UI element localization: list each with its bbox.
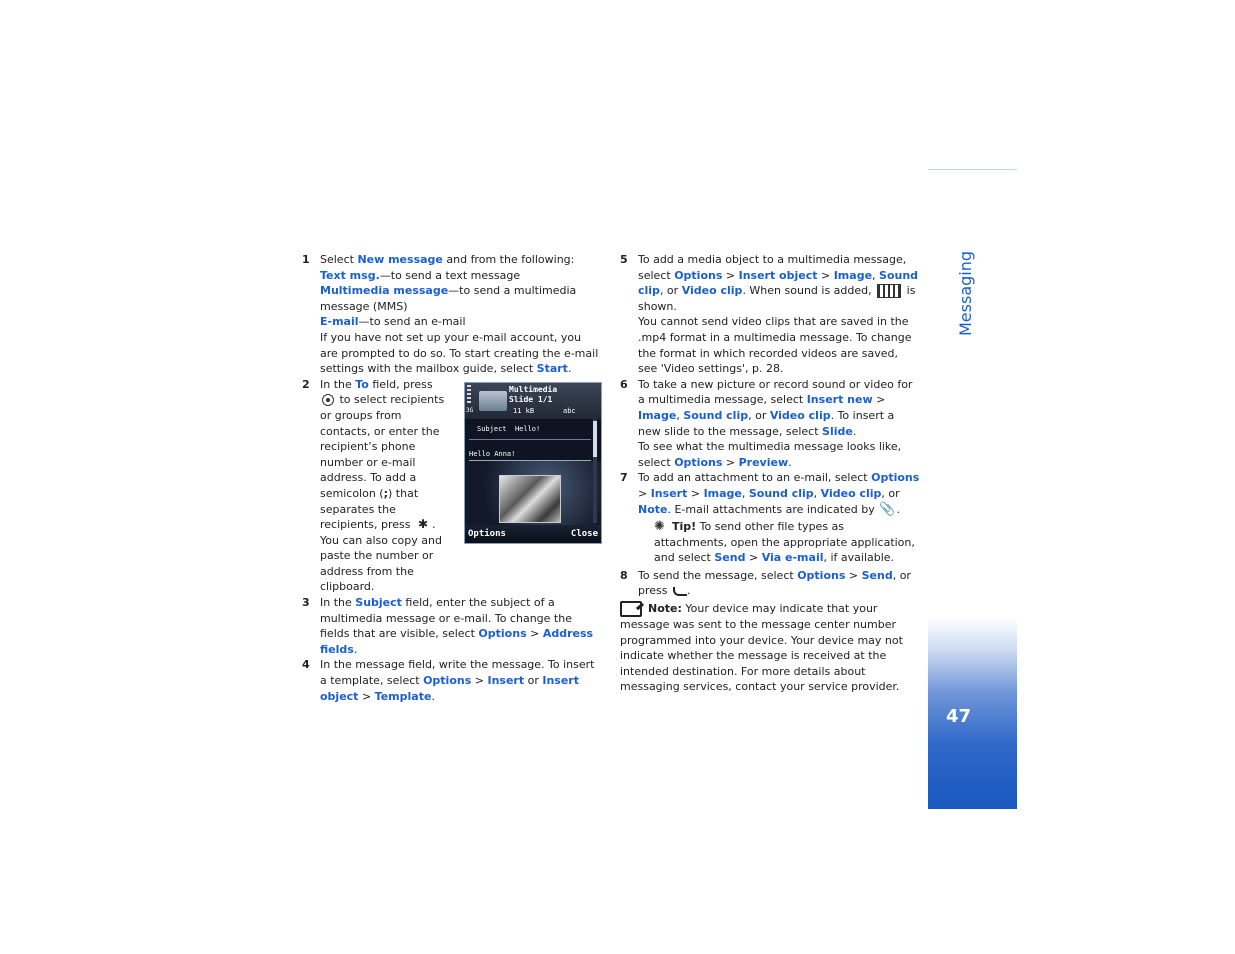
step-number: 3	[302, 596, 310, 610]
step-4: 4 In the message field, write the message. To insert a template, select Options > Insert or Insert object > Template.	[302, 658, 595, 703]
menu-term: Send	[714, 551, 746, 565]
menu-term: Via e-mail	[761, 551, 824, 565]
phone-subject: Subject Hello!	[477, 425, 541, 433]
menu-term: Video clip	[820, 486, 882, 500]
phone-screenshot	[464, 382, 602, 544]
menu-term: Address fields	[320, 627, 594, 656]
signal-bars-icon	[467, 385, 471, 405]
menu-term: Subject	[355, 596, 402, 610]
menu-term: To	[355, 377, 369, 391]
menu-term: Send	[861, 568, 893, 582]
menu-term: Options	[423, 674, 472, 688]
menu-term: Insert	[650, 486, 688, 500]
joystick-press-icon	[322, 394, 334, 406]
step-7: 7 To add an attachment to an e-mail, select Options > Insert > Image, Sound clip, Video clip, or Note. E-mail attachments are indicated by 📎. ✺ Tip! To send other file types as attachments, open the appropriate application, and select Send > Via e-mail, if available.	[620, 471, 920, 565]
menu-term: Template	[374, 689, 432, 703]
menu-term: Image	[638, 408, 677, 422]
menu-term: Multimedia message	[320, 284, 449, 298]
menu-term: Video clip	[769, 408, 831, 422]
sidebar-top-rule	[928, 169, 1017, 170]
menu-term: Insert new	[806, 393, 873, 407]
note-icon	[620, 601, 642, 617]
close-softkey: Close	[570, 529, 598, 539]
right-column	[620, 252, 920, 695]
network-indicator: 3G	[466, 407, 474, 414]
step-2: 2 In the To field, press to select recipients or groups from contacts, or enter the recipient’s phone number or e-mail address. To add a semicolon (;) that separates the recipients, press ✱ . You can also copy and paste the number or address from the clipboard.	[302, 377, 445, 594]
step-1: 1 Select New message and from the following: Text msg.—to send a text message Multimedia message—to send a multimedia message (MMS) E-mail—to send an e-mail If you have not set up your e-mail account, you are prompted to do so. To start creating the e-mail settings with the mailbox guide, select Start.	[302, 253, 599, 376]
step-number: 1	[302, 253, 310, 266]
menu-term: Options	[674, 268, 723, 282]
phone-scroll-thumb	[593, 421, 597, 457]
step-number: 4	[302, 658, 310, 672]
phone-body: Hello Anna!	[469, 450, 516, 458]
step-number: 7	[620, 471, 628, 485]
section-label: Messaging	[956, 250, 975, 336]
menu-term: Image	[833, 268, 873, 282]
menu-term: Video clip	[681, 284, 743, 298]
menu-term: Options	[871, 471, 920, 485]
step-3: 3 In the Subject field, enter the subject of a multimedia message or e-mail. To change the fields that are visible, select Options > Address fields.	[302, 596, 594, 656]
phone-title: Multimedia	[509, 385, 558, 394]
tip: ✺ Tip! To send other file types as attachments, open the appropriate application, and select Send > Via e-mail, if available.	[654, 519, 915, 565]
step-number: 6	[620, 377, 628, 391]
menu-term: Sound clip	[638, 268, 919, 298]
menu-term: Text msg.	[320, 268, 380, 282]
menu-term: Options	[674, 455, 723, 469]
options-softkey: Options	[468, 529, 506, 539]
paperclip-icon: 📎	[879, 501, 896, 517]
menu-term: Start	[536, 362, 568, 376]
menu-term: Sound clip	[683, 408, 749, 422]
page-number: 47	[946, 706, 972, 727]
phone-slide: Slide 1/1	[509, 395, 553, 404]
step-number: 5	[620, 253, 628, 266]
menu-term: Insert object	[320, 674, 579, 703]
step-5: 5 To add a media object to a multimedia message, select Options > Insert object > Image, Sound clip, or Video clip. When sound is added, is shown. You cannot send video clips that are saved in the .mp4 format in a multimedia message. To change the format in which recorded videos are saved, see 'Video settings', p. 28.	[620, 253, 919, 376]
menu-term: Insert	[487, 674, 525, 688]
sound-indicator-icon	[877, 284, 901, 298]
menu-term: Sound clip	[748, 486, 814, 500]
menu-term: Options	[797, 568, 846, 582]
inserted-image	[499, 475, 561, 523]
menu-term: Insert object	[738, 268, 818, 282]
step-6: 6 To take a new picture or record sound or video for a multimedia message, select Insert new > Image, Sound clip, or Video clip. To insert a new slide to the message, select Slide. To see what the multimedia message looks like, select Options > Preview.	[620, 377, 913, 469]
menu-term: Image	[703, 486, 742, 500]
divider	[469, 439, 591, 440]
call-key-icon	[673, 587, 687, 596]
step-8: 8 To send the message, select Options > Send, or press .	[620, 568, 911, 598]
menu-term: New message	[357, 253, 443, 266]
step-number: 2	[302, 377, 310, 391]
menu-term: Note	[638, 502, 668, 516]
menu-term: Preview	[738, 455, 789, 469]
note: Note: Your device may indicate that your message was sent to the message center number programmed into your device. Your device may not indicate whether the message is received at the intended destination. For more details about messaging services, contact your service provider.	[620, 602, 903, 694]
step-number: 8	[620, 568, 628, 582]
envelope-icon	[479, 391, 507, 411]
lightbulb-icon: ✺	[654, 519, 665, 535]
input-mode: abc	[563, 407, 576, 415]
menu-term: Slide	[822, 424, 853, 438]
menu-term: Options	[478, 627, 527, 641]
star-key-icon: ✱	[417, 517, 429, 532]
menu-term: E-mail	[320, 315, 359, 329]
phone-size: 11 kB	[513, 407, 535, 415]
